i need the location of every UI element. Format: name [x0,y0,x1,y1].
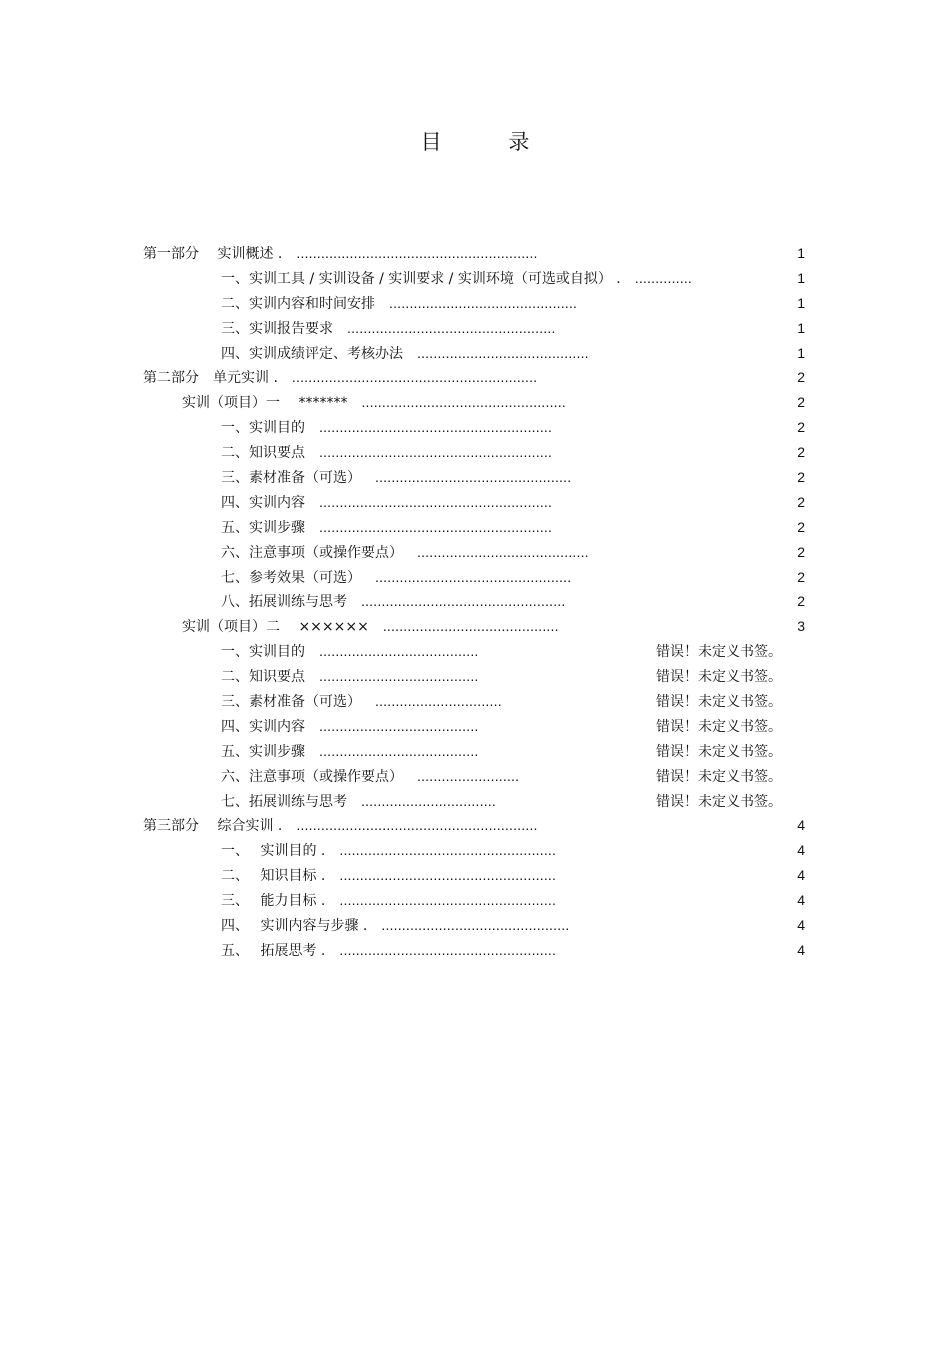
toc-page-number: 2 [797,444,805,461]
toc-entry-label: 四、 实训内容与步骤 . [221,918,368,935]
toc-entry-label: 六、注意事项（或操作要点） [221,768,403,785]
toc-entry[interactable] [0,614,950,639]
toc-entry[interactable] [0,465,950,490]
toc-entry[interactable] [0,764,950,789]
toc-entry[interactable] [0,913,950,938]
toc-entry-text [221,838,556,864]
toc-entry-text [221,938,556,964]
toc-entry-label: 四、实训内容 [221,494,305,511]
toc-entry[interactable] [0,863,950,888]
toc-entry-label: 二、 知识目标 . [221,868,326,885]
toc-entry-text [221,515,552,541]
toc-entry-label: 第二部分 单元实训 . [143,370,278,387]
toc-leader-dots: ..................................................... [339,941,557,958]
toc-entry-label: 一、实训目的 [221,420,305,437]
toc-entry[interactable] [0,540,950,565]
toc-entry-label: 三、素材准备（可选） [221,694,361,711]
toc-leader-dots: .................................................. [361,394,566,411]
toc-leader-dots: ....................................... [319,668,479,685]
toc-page-number: 2 [797,369,805,386]
toc-leader-dots: ..................................................... [339,892,557,909]
toc-entry-text [221,689,502,715]
toc-leader-dots: ..................................................... [339,842,557,859]
toc-entry[interactable] [0,664,950,689]
toc-entry-label: 一、实训工具 / 实训设备 / 实训要求 / 实训环境（可选或自拟） . [221,270,621,287]
toc-entry-text [143,813,538,839]
toc-entry-text [221,664,479,690]
toc-entry-label: 三、实训报告要求 [221,320,333,337]
toc-leader-dots: .............................................. [381,917,570,934]
toc-entry-label: 第三部分 综合实训 . [143,818,283,835]
toc-entry-label: 二、知识要点 [221,669,305,686]
toc-leader-dots: ..................................................... [339,867,557,884]
toc-entry-label: 二、知识要点 [221,445,305,462]
toc-entry-text [143,365,537,391]
toc-entry-text [182,614,559,640]
toc-page-number: 4 [797,842,805,859]
toc-page-number: 2 [797,469,805,486]
toc-leader-dots: ................................. [361,792,496,809]
toc-leader-dots: ........................................... [382,618,559,635]
toc-page-number: 1 [797,344,805,361]
toc-entry[interactable] [0,515,950,540]
toc-entry-text [221,589,565,615]
toc-entry-text [221,465,571,491]
toc-page-number: 4 [797,917,805,934]
toc-entry[interactable] [0,739,950,764]
toc-entry[interactable] [0,838,950,863]
toc-page-number: 1 [797,294,805,311]
toc-entry-text [221,863,556,889]
toc-entry-label: 一、 实训目的 . [221,843,326,860]
toc-leader-dots: .......................................... [417,344,589,361]
toc-page-number: 2 [797,568,805,585]
toc-entry[interactable] [0,938,950,963]
toc-entry[interactable] [0,291,950,316]
toc-page-number: 4 [797,867,805,884]
toc-entry[interactable] [0,316,950,341]
toc-entry-text [182,390,566,416]
toc-page-number: 错误！未定义书签。 [656,643,782,660]
toc-entry[interactable] [0,813,950,838]
toc-page-number: 错误！未定义书签。 [656,767,782,784]
toc-entry-label: 五、实训步骤 [221,519,305,536]
toc-page-number: 1 [797,269,805,286]
toc-leader-dots: ........................................................... [296,817,538,834]
toc-entry[interactable] [0,714,950,739]
toc-page-number: 2 [797,493,805,510]
toc-entry-text [221,565,571,591]
toc-page-number: 1 [797,319,805,336]
toc-page-number: 错误！未定义书签。 [656,792,782,809]
toc-page-number: 4 [797,941,805,958]
toc-entry-text [221,266,692,292]
toc-entry-label: 第一部分 实训概述 . [143,246,283,262]
toc-entry-label: 四、实训内容 [221,718,305,735]
toc-entry-label: 三、素材准备（可选） [221,470,361,487]
toc-entry[interactable] [0,888,950,913]
toc-page-number: 2 [797,419,805,436]
toc-page-number: 2 [797,593,805,610]
toc-entry[interactable] [0,440,950,465]
toc-entry-label: 六、注意事项（或操作要点） [221,544,403,561]
toc-leader-dots: ......................................................... [319,444,553,461]
toc-entry-label: 五、实训步骤 [221,743,305,760]
toc-entry[interactable] [0,241,950,266]
toc-entry-label: 五、 拓展思考 . [221,942,326,959]
toc-leader-dots: ................................................ [375,469,572,486]
table-of-contents [0,241,950,963]
toc-leader-dots: .............. [634,269,693,286]
toc-page-number: 4 [797,892,805,909]
toc-page-number: 2 [797,518,805,535]
toc-leader-dots: ......................................................... [319,419,553,436]
toc-leader-dots: ................................................ [375,568,572,585]
toc-entry[interactable] [0,415,950,440]
toc-entry[interactable] [0,390,950,415]
toc-entry-text [221,440,552,466]
toc-entry-text [221,714,479,740]
toc-page-number: 2 [797,543,805,560]
toc-entry-label: 实训（项目）二 ×××××× [182,619,369,636]
toc-leader-dots: .................................................. [361,593,566,610]
toc-leader-dots: .............................................. [389,294,578,311]
toc-entry-text [221,888,556,914]
toc-entry[interactable] [0,689,950,714]
toc-entry-label: 七、拓展训练与思考 [221,793,347,810]
toc-entry-label: 三、 能力目标 . [221,893,326,910]
toc-entry-text [221,341,589,367]
toc-entry-label: 四、实训成绩评定、考核办法 [221,345,403,362]
toc-entry-label: 实训（项目）一 ******* [182,395,348,412]
toc-entry-label: 一、实训目的 [221,644,305,661]
toc-leader-dots: ........................................................... [296,245,538,261]
toc-page-number: 2 [797,394,805,411]
toc-entry[interactable] [0,639,950,664]
toc-leader-dots: ......................................................... [319,493,553,510]
toc-entry-text [221,316,556,342]
toc-page-number: 3 [797,618,805,635]
toc-leader-dots: ......................................................... [319,518,553,535]
toc-leader-dots: .......................................... [417,543,589,560]
toc-entry-label: 七、参考效果（可选） [221,569,361,586]
toc-title: 目 录 [420,130,560,154]
toc-entry[interactable] [0,341,950,366]
toc-entry[interactable] [0,490,950,515]
toc-leader-dots: ......................... [417,767,520,784]
toc-page-number: 4 [797,817,805,834]
toc-page-number: 错误！未定义书签。 [656,742,782,759]
toc-entry-text [221,415,552,441]
toc-entry-text [143,241,538,267]
toc-entry[interactable] [0,365,950,390]
toc-entry-text [221,490,552,516]
toc-leader-dots: ....................................... [319,717,479,734]
toc-entry-label: 八、拓展训练与思考 [221,594,347,611]
toc-entry-text [221,739,479,765]
toc-page-number: 错误！未定义书签。 [656,668,782,685]
toc-page-number: 错误！未定义书签。 [656,693,782,710]
toc-entry-text [221,764,519,790]
toc-leader-dots: ....................................... [319,742,479,759]
toc-leader-dots: ................................................... [347,319,556,336]
toc-entry-label: 二、实训内容和时间安排 [221,295,375,312]
toc-leader-dots: ............................................................ [291,369,538,386]
toc-leader-dots: ....................................... [319,643,479,660]
toc-entry-text [221,291,577,317]
toc-entry[interactable] [0,266,950,291]
toc-entry-text [221,540,589,566]
toc-page-number: 错误！未定义书签。 [656,717,782,734]
toc-entry-text [221,639,479,665]
toc-entry[interactable] [0,565,950,590]
toc-entry[interactable] [0,789,950,814]
toc-leader-dots: ............................... [375,693,502,710]
toc-entry-text [221,789,496,815]
toc-page-number: 1 [797,245,805,261]
toc-entry-text [221,913,569,939]
toc-entry[interactable] [0,589,950,614]
